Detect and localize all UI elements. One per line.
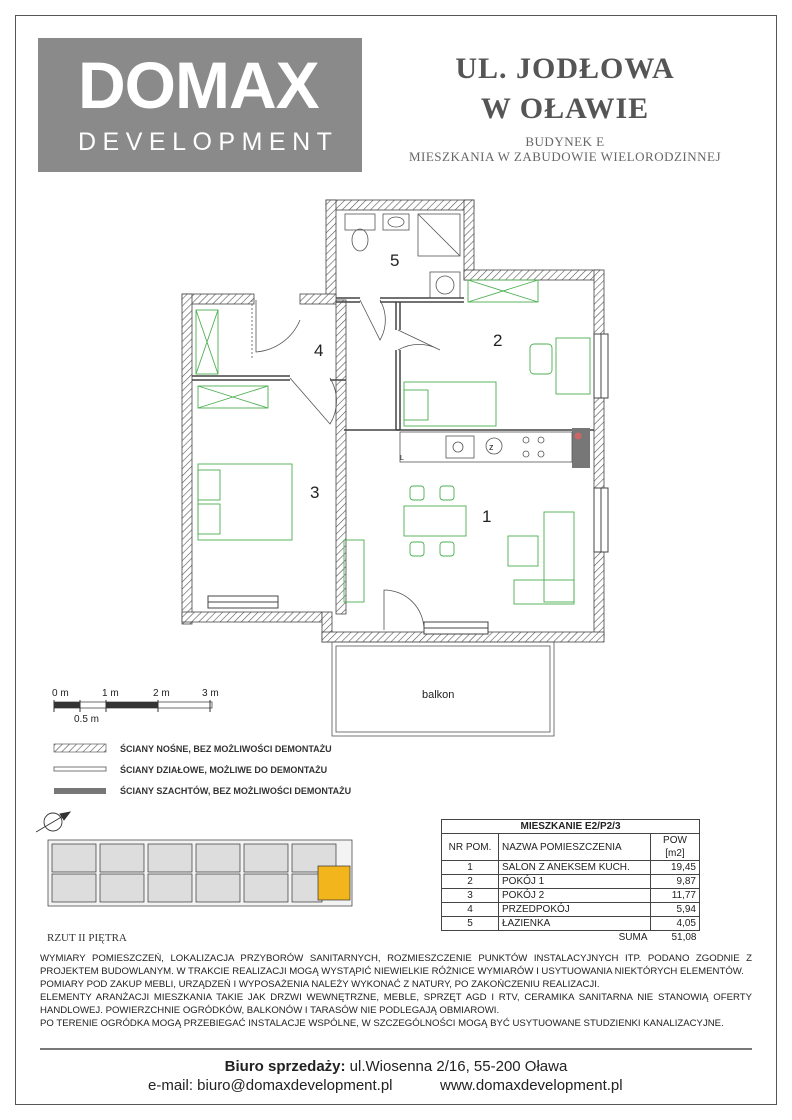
sales-office (0, 1058, 792, 1075)
highlighted-apartment (318, 866, 350, 900)
row-name: ŁAZIENKA (499, 917, 651, 931)
row-nr: 5 (442, 917, 499, 931)
legend-bearing-swatch (54, 744, 106, 752)
room-number-3: 3 (310, 483, 320, 502)
windows (208, 334, 608, 634)
room-number-4: 4 (314, 341, 324, 360)
note-paragraph: ELEMENTY ARANŻACJI MIESZKANIA TAKIE JAK DRZWI WEWNĘTRZNE, MEBLE, SPRZĘT AGD I RTV, CERAMIKA SANITARNA NIE STANOWIĄ OFERTY HANDLOWEJ. POWIERZCHNIE OGRÓDKÓW, BALKONÓW I TARASÓW NIE PODLEGAJĄ OBMIAROWI. (40, 992, 752, 1016)
double-bed-icon (198, 464, 292, 540)
row-area: 9,87 (651, 875, 700, 889)
single-bed-icon (404, 382, 496, 426)
shaft-wall (572, 428, 590, 468)
logo-main-text: DOMAX (78, 48, 319, 122)
row-nr: 3 (442, 889, 499, 903)
row-name: POKÓJ 2 (499, 889, 651, 903)
note-paragraph: POMIARY POD ZAKUP MEBLI, URZĄDZEŃ I WYPOSAŻENIA NALEŻY WYKONAĆ Z NATURY, PO ZAKOŃCZENIU REALIZACJI. (40, 979, 600, 990)
row-nr: 2 (442, 875, 499, 889)
table-title: MIESZKANIE E2/P2/3 (442, 820, 700, 834)
row-name: POKÓJ 1 (499, 875, 651, 889)
scale-bar (54, 700, 212, 712)
row-name: PRZEDPOKÓJ (499, 903, 651, 917)
sales-office-address: ul.Wiosenna 2/16, 55-200 Oława (345, 1058, 568, 1075)
sales-office-label: Biuro sprzedaży: (224, 1058, 346, 1075)
row-area: 11,77 (651, 889, 700, 903)
contact-email[interactable]: e-mail: biuro@domaxdevelopment.pl (148, 1077, 393, 1094)
legend-bearing-walls: ŚCIANY NOŚNE, BEZ MOŻLIWOŚCI DEMONTAŻU (120, 744, 332, 754)
tv-cabinet-icon (344, 540, 364, 602)
toilet-icon (352, 229, 368, 251)
legend-shaft-walls: ŚCIANY SZACHTÓW, BEZ MOŻLIWOŚCI DEMONTAŻU (120, 786, 352, 796)
shaft-riser-icon (575, 433, 582, 440)
room-number-5: 5 (390, 251, 400, 270)
furniture (196, 280, 590, 604)
header-area: POW [m2] (651, 834, 700, 861)
scale-label-half: 0.5 m (74, 714, 100, 725)
table-row (442, 889, 700, 903)
room-area-table (441, 819, 700, 944)
chair-icon (530, 344, 552, 374)
floor-label: RZUT II PIĘTRA (47, 932, 127, 944)
sum-label: SUMA (618, 932, 648, 943)
row-nr: 1 (442, 861, 499, 875)
cooktop-icon (523, 437, 544, 457)
scale-label-0: 0 m (52, 688, 69, 699)
north-arrow-icon (36, 812, 70, 832)
footer-divider (40, 1048, 752, 1050)
scale-label-1: 1 m (102, 688, 119, 699)
header-nr: NR POM. (442, 834, 499, 861)
room-number-1: 1 (482, 507, 492, 526)
building-key-plan (48, 840, 352, 906)
note-paragraph: WYMIARY POMIESZCZEŃ, LOKALIZACJA PRZYBORÓW SANITARNYCH, ROZMIESZCZENIE PUNKTÓW INSTALACYJNYCH ITP. PODANO ZGODNIE Z PROJEKTEM BUDOWLANYM. W TRAKCIE REALIZACJI MOGĄ WYSTĄPIĆ NIEWIELKIE RÓŻNICE WYMIARÓW I USYTUOWANIA NIEKTÓRYCH ELEMENTÓW. (40, 953, 752, 977)
disclaimer-notes (40, 952, 752, 1030)
table-row (442, 875, 700, 889)
table-row (442, 903, 700, 917)
sink-icon (446, 436, 474, 458)
appliance-l-label: L (400, 455, 404, 462)
building-type-label: MIESZKANIA W ZABUDOWIE WIELORODZINNEJ (408, 149, 722, 164)
scale-label-2: 2 m (153, 688, 170, 699)
legend-shaft-swatch (54, 788, 106, 794)
appliance-z-label: z (489, 442, 494, 452)
city-title: W OŁAWIE (480, 92, 650, 125)
street-title: UL. JODŁOWA (455, 52, 675, 85)
table-row (442, 861, 700, 875)
website-link[interactable]: www.domaxdevelopment.pl (440, 1077, 623, 1094)
sink-icon (388, 217, 404, 227)
sofa-icon (544, 512, 574, 602)
bathroom-fixtures (345, 214, 460, 298)
table-header-row (442, 834, 700, 861)
row-nr: 4 (442, 903, 499, 917)
building-label: BUDYNEK E (525, 134, 605, 149)
kitchen-counter (400, 432, 572, 462)
sum-value: 51,08 (671, 932, 697, 943)
legend-partition-swatch (54, 767, 106, 771)
balcony-label: balkon (422, 689, 455, 701)
legend-partition-walls: ŚCIANY DZIAŁOWE, MOŻLIWE DO DEMONTAŻU (120, 765, 328, 775)
desk-icon (556, 338, 590, 394)
note-paragraph: PO TERENIE OGRÓDKA MOGĄ PRZEBIEGAĆ INSTALACJE WSPÓLNE, W SZCZEGÓLNOŚCI MOGĄ BYĆ USYTUOWANE STUDZIENKI KANALIZACYJNE. (40, 1018, 724, 1029)
room-number-2: 2 (493, 331, 503, 350)
row-area: 4,05 (651, 917, 700, 931)
row-area: 5,94 (651, 903, 700, 917)
logo-sub-text: DEVELOPMENT (78, 128, 339, 156)
table-sum-row (442, 931, 700, 945)
coffee-table-icon (508, 536, 538, 566)
row-name: SALON Z ANEKSEM KUCH. (499, 861, 651, 875)
table-row (442, 917, 700, 931)
row-area: 19,45 (651, 861, 700, 875)
dining-table-icon (404, 506, 466, 536)
svg-text:R: R (372, 57, 380, 68)
scale-label-3: 3 m (202, 688, 219, 699)
header-name: NAZWA POMIESZCZENIA (499, 834, 651, 861)
